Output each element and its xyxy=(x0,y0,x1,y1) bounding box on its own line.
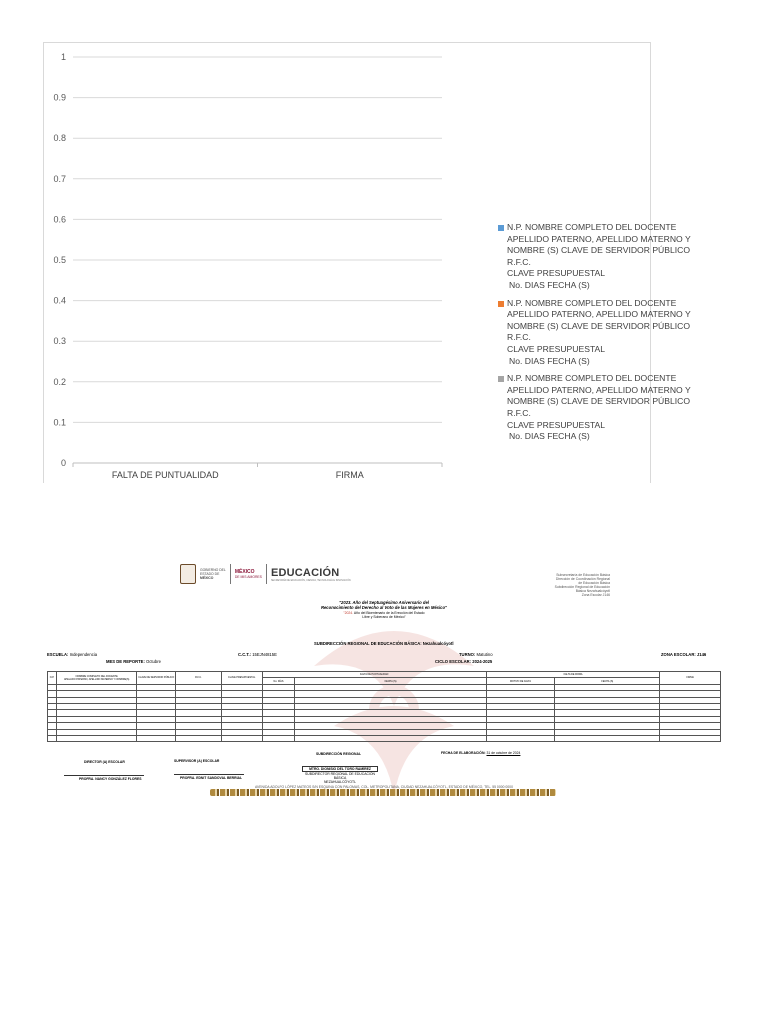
director-name: PROFRA. NANCY GONZÁLEZ FLORES xyxy=(79,777,142,781)
legend-label: No. DIAS FECHA (S) xyxy=(509,431,590,442)
y-tick-label: 0.1 xyxy=(53,417,66,428)
subdirection-sign-label: SUBDIRECCIÓN REGIONAL xyxy=(316,752,362,756)
table-cell xyxy=(176,735,222,741)
legend-label: N.P. NOMBRE COMPLETO DEL DOCENTE xyxy=(507,222,677,232)
decorative-border xyxy=(210,789,556,796)
legend-label: APELLIDO PATERNO, APELLIDO MATERNO Y xyxy=(507,384,691,395)
report-table xyxy=(47,671,721,742)
table-cell xyxy=(262,735,295,741)
legend-swatch xyxy=(498,225,504,231)
table-cell xyxy=(555,735,660,741)
legend-item xyxy=(498,373,693,443)
y-tick-label: 1 xyxy=(60,52,66,62)
report-document xyxy=(44,556,724,806)
director-label: DIRECTOR (A) ESCOLAR xyxy=(84,760,125,764)
legend-label: NOMBRE (S) CLAVE DE SERVIDOR PÚBLICO R.F.C. xyxy=(507,320,691,343)
legend-label: APELLIDO PATERNO, APELLIDO MATERNO Y xyxy=(507,233,691,244)
legend-item xyxy=(498,298,693,368)
right-header-line: Dirección de Coordinación Regional xyxy=(555,577,610,581)
right-header-line: Subdirección Regional de Educación xyxy=(554,585,610,589)
table-cell xyxy=(295,735,486,741)
education-logo: EDUCACIÓN SECRETARÍA DE EDUCACIÓN, CIENCIA, TECNOLOGÍA E INNOVACIÓN xyxy=(270,566,351,582)
header-logos xyxy=(180,564,351,584)
zona-field: ZONA ESCOLAR: J146 xyxy=(661,652,707,657)
y-tick-label: 0.7 xyxy=(53,173,66,184)
cct-field: C.C.T.: 15EJN4815E xyxy=(238,652,277,657)
table-cell xyxy=(660,735,721,741)
y-tick-label: 0.4 xyxy=(53,295,66,306)
legend-label: APELLIDO PATERNO, APELLIDO MATERNO Y xyxy=(507,309,691,320)
legend-swatch xyxy=(498,376,504,382)
elaboration-date: FECHA DE ELABORACIÓN: 31 de octubre de 2024 xyxy=(441,751,521,755)
ciclo-field: CICLO ESCOLAR: 2024-2025 xyxy=(435,659,493,664)
y-tick-label: 0.2 xyxy=(53,376,66,387)
table-row xyxy=(48,735,721,741)
chart-legend xyxy=(498,222,693,449)
legend-label: NOMBRE (S) CLAVE DE SERVIDOR PÚBLICO R.F.C. xyxy=(507,396,691,418)
legend-label: No. DIAS FECHA (S) xyxy=(509,355,590,366)
legend-label: CLAVE PRESUPUESTAL xyxy=(507,268,606,279)
legend-label: No. DIAS FECHA (S) xyxy=(509,279,590,290)
y-tick-label: 0 xyxy=(60,458,66,468)
y-tick-label: 0.3 xyxy=(53,336,66,347)
state-seal-icon xyxy=(180,564,196,584)
right-header-line: de Educación Básica xyxy=(578,581,610,585)
turno-field: TURNO: Matutino xyxy=(459,652,493,657)
supervisor-name: PROFRA. EDNIT SANDOVAL BERRIAL xyxy=(180,776,243,780)
y-tick-label: 0.6 xyxy=(53,214,66,225)
legend-item xyxy=(498,222,693,292)
x-tick-label: FIRMA xyxy=(335,470,364,480)
legend-label: CLAVE PRESUPUESTAL xyxy=(507,419,606,430)
right-header-line: Básica Nezahualcóyotl xyxy=(575,589,610,593)
table-cell xyxy=(48,735,57,741)
table-cell xyxy=(221,735,262,741)
legend-label: N.P. NOMBRE COMPLETO DEL DOCENTE xyxy=(507,373,677,384)
motto: "2023. Año del Septuagésimo Aniversario del Reconocimiento del Derecho al Voto de las Mujeres en México" "2024. Año del Bicentenario de la Erección del Estado Libre y Soberano de México" xyxy=(320,600,448,619)
x-tick-label: FALTA DE PUNTUALIDAD xyxy=(111,470,219,480)
table-cell xyxy=(137,735,176,741)
chart-frame xyxy=(43,42,691,483)
right-header xyxy=(520,573,610,597)
table-cell xyxy=(56,735,136,741)
legend-label: NOMBRE (S) CLAVE DE SERVIDOR PÚBLICO R.F.C. xyxy=(507,245,691,267)
supervisor-label: SUPERVISOR (A) ESCOLAR xyxy=(174,759,220,763)
y-tick-label: 0.9 xyxy=(53,92,66,103)
legend-label: CLAVE PRESUPUESTAL xyxy=(507,343,606,354)
right-header-line: Zona Escolar J146 xyxy=(581,593,610,597)
right-header-line: Subsecretaría de Educación Básica xyxy=(556,573,610,577)
footer-address: AVENIDA ADOLFO LÓPEZ MATEOS S/N ESQUINA CON PALOMAS, COL. METROPOLITANA, CIUDAD NEZAHUALCÓYOTL, ESTADO DE MÉXICO, TEL. 55 0000 0000 xyxy=(255,785,513,789)
mexico-logo: MÉXICO DE MIS AMORES xyxy=(234,568,262,579)
state-label: GOBIERNO DEL ESTADO DE MÉXICO xyxy=(200,568,226,580)
table-subheader-row: No. DÍAS FECHA (S) MOTIVO DE FALTA FECHA (S) xyxy=(48,678,721,684)
table-cell xyxy=(486,735,554,741)
legend-label: N.P. NOMBRE COMPLETO DEL DOCENTE xyxy=(507,297,677,308)
school-field: ESCUELA: Independencia xyxy=(47,652,98,657)
subdirection-title: SUBDIRECCIÓN REGIONAL DE EDUCACIÓN BÁSICA: Nezahualcóyotl xyxy=(314,641,454,646)
y-tick-label: 0.8 xyxy=(53,133,66,144)
subdirector-block: MTRO. DIONISIO DEL TORO RAMÍREZ SUBDIRECTOR REGIONAL DE EDUCACIÓN BÁSICA NEZAHUALCÓYOTL xyxy=(302,766,378,784)
table-header-row: N.P. NOMBRE COMPLETO DEL DOCENTE APELLIDO PATERNO, APELLIDO MATERNO Y NOMBRE(S) CLAVE DE SERVIDOR PÚBLICO R.F.C. CLAVE PRESUPUESTAL FALTA DE PUNTUALIDAD FALTA DE FIRMA FIRMA xyxy=(48,672,721,678)
y-tick-label: 0.5 xyxy=(53,255,66,265)
legend-swatch xyxy=(498,301,504,307)
mes-field: MES DE REPORTE: Octubre xyxy=(106,659,161,664)
